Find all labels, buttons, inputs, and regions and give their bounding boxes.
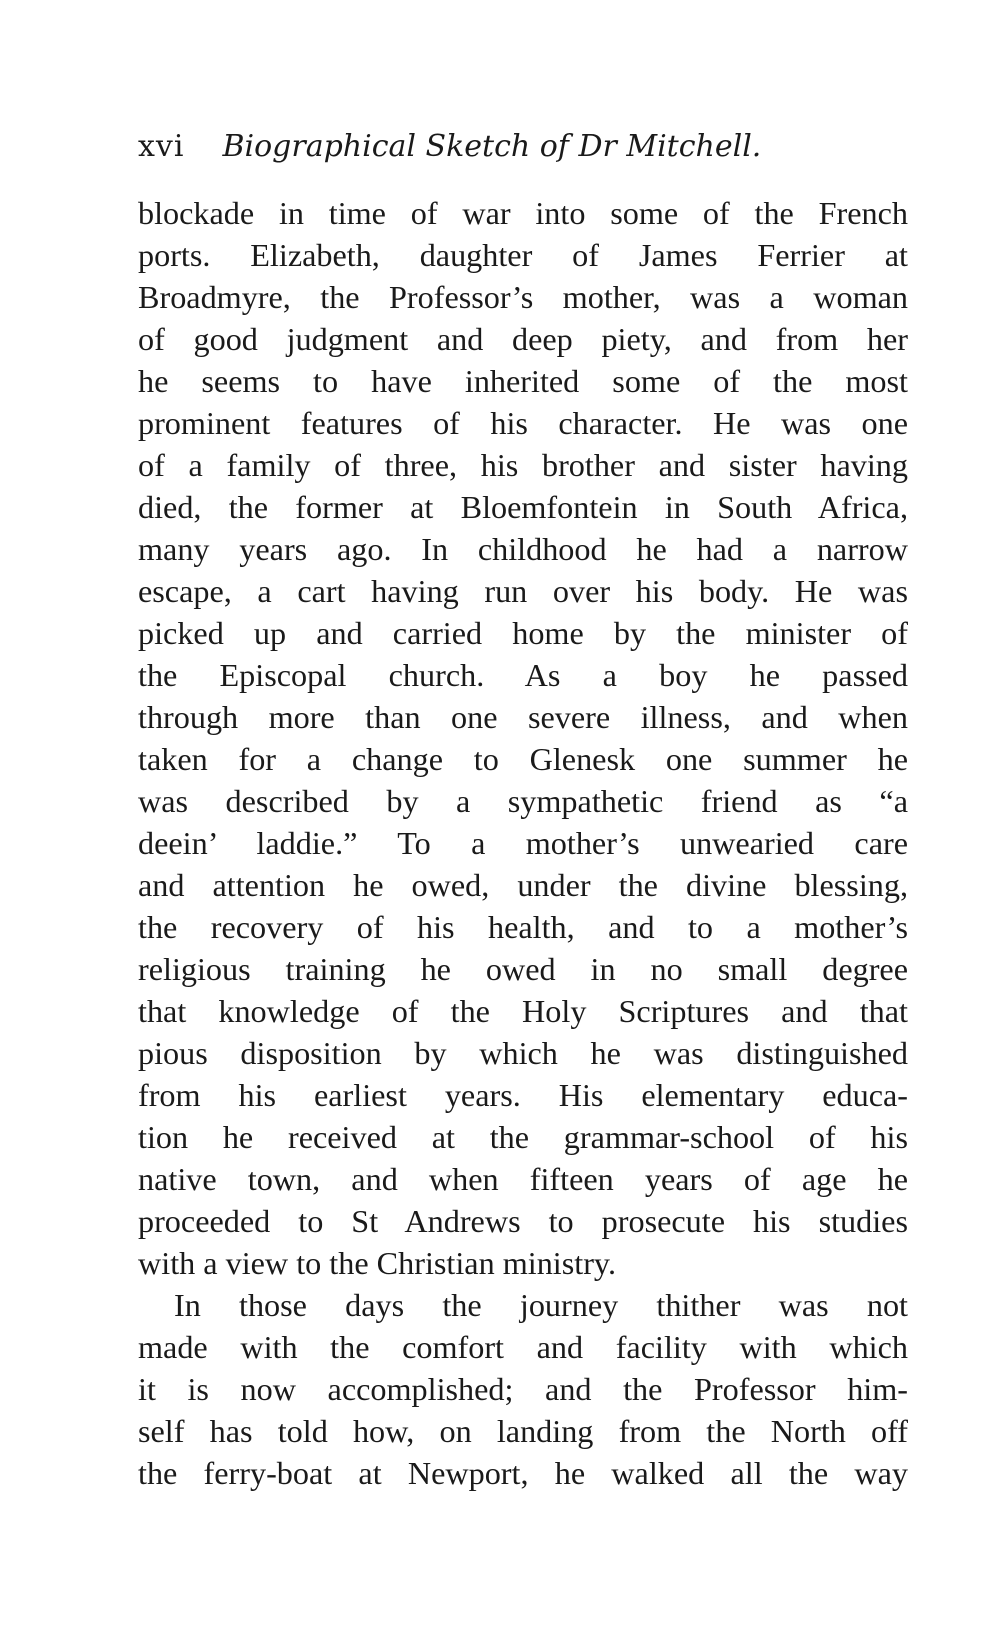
running-title: Biographical Sketch of Dr Mitchell. — [222, 129, 762, 164]
text-line: the Episcopal church. As a boy he passed — [138, 657, 908, 693]
body-text — [138, 192, 908, 1494]
text-line: taken for a change to Glenesk one summer he — [138, 741, 908, 777]
text-line: from his earliest years. His elementary educa- — [138, 1077, 908, 1113]
text-line: was described by a sympathetic friend as “a — [138, 783, 908, 819]
text-line: of good judgment and deep piety, and from her — [138, 321, 908, 357]
running-head — [138, 124, 918, 170]
text-line: through more than one severe illness, and when — [138, 699, 908, 735]
text-line: ports. Elizabeth, daughter of James Ferrier at — [138, 237, 908, 273]
text-line: many years ago. In childhood he had a narrow — [138, 531, 908, 567]
text-line: In those days the journey thither was not — [174, 1287, 908, 1323]
text-line: Broadmyre, the Professor’s mother, was a woman — [138, 279, 908, 315]
text-line: died, the former at Bloemfontein in South Africa, — [138, 489, 908, 525]
text-line: with a view to the Christian ministry. — [138, 1245, 616, 1281]
text-line: and attention he owed, under the divine blessing, — [138, 867, 908, 903]
text-line: picked up and carried home by the minister of — [138, 615, 908, 651]
text-line: of a family of three, his brother and sister having — [138, 447, 908, 483]
text-line: the ferry-boat at Newport, he walked all the way — [138, 1455, 908, 1491]
text-line: native town, and when fifteen years of age he — [138, 1161, 908, 1197]
text-line: escape, a cart having run over his body. He was — [138, 573, 908, 609]
text-line: deein’ laddie.” To a mother’s unwearied care — [138, 825, 908, 861]
paragraph-2 — [138, 1284, 908, 1494]
text-line: prominent features of his character. He was one — [138, 405, 908, 441]
text-line: blockade in time of war into some of the French — [138, 195, 908, 231]
text-line: it is now accomplished; and the Professor him- — [138, 1371, 908, 1407]
paragraph-1 — [138, 192, 908, 1284]
text-line: that knowledge of the Holy Scriptures and that — [138, 993, 908, 1029]
text-line: tion he received at the grammar-school of his — [138, 1119, 908, 1155]
text-line: made with the comfort and facility with which — [138, 1329, 908, 1365]
text-line: proceeded to St Andrews to prosecute his studies — [138, 1203, 908, 1239]
text-line: pious disposition by which he was distinguished — [138, 1035, 908, 1071]
page-number: xvi — [138, 129, 185, 164]
text-line: the recovery of his health, and to a mother’s — [138, 909, 908, 945]
text-line: he seems to have inherited some of the most — [138, 363, 908, 399]
text-line: self has told how, on landing from the North off — [138, 1413, 908, 1449]
text-line: religious training he owed in no small degree — [138, 951, 908, 987]
